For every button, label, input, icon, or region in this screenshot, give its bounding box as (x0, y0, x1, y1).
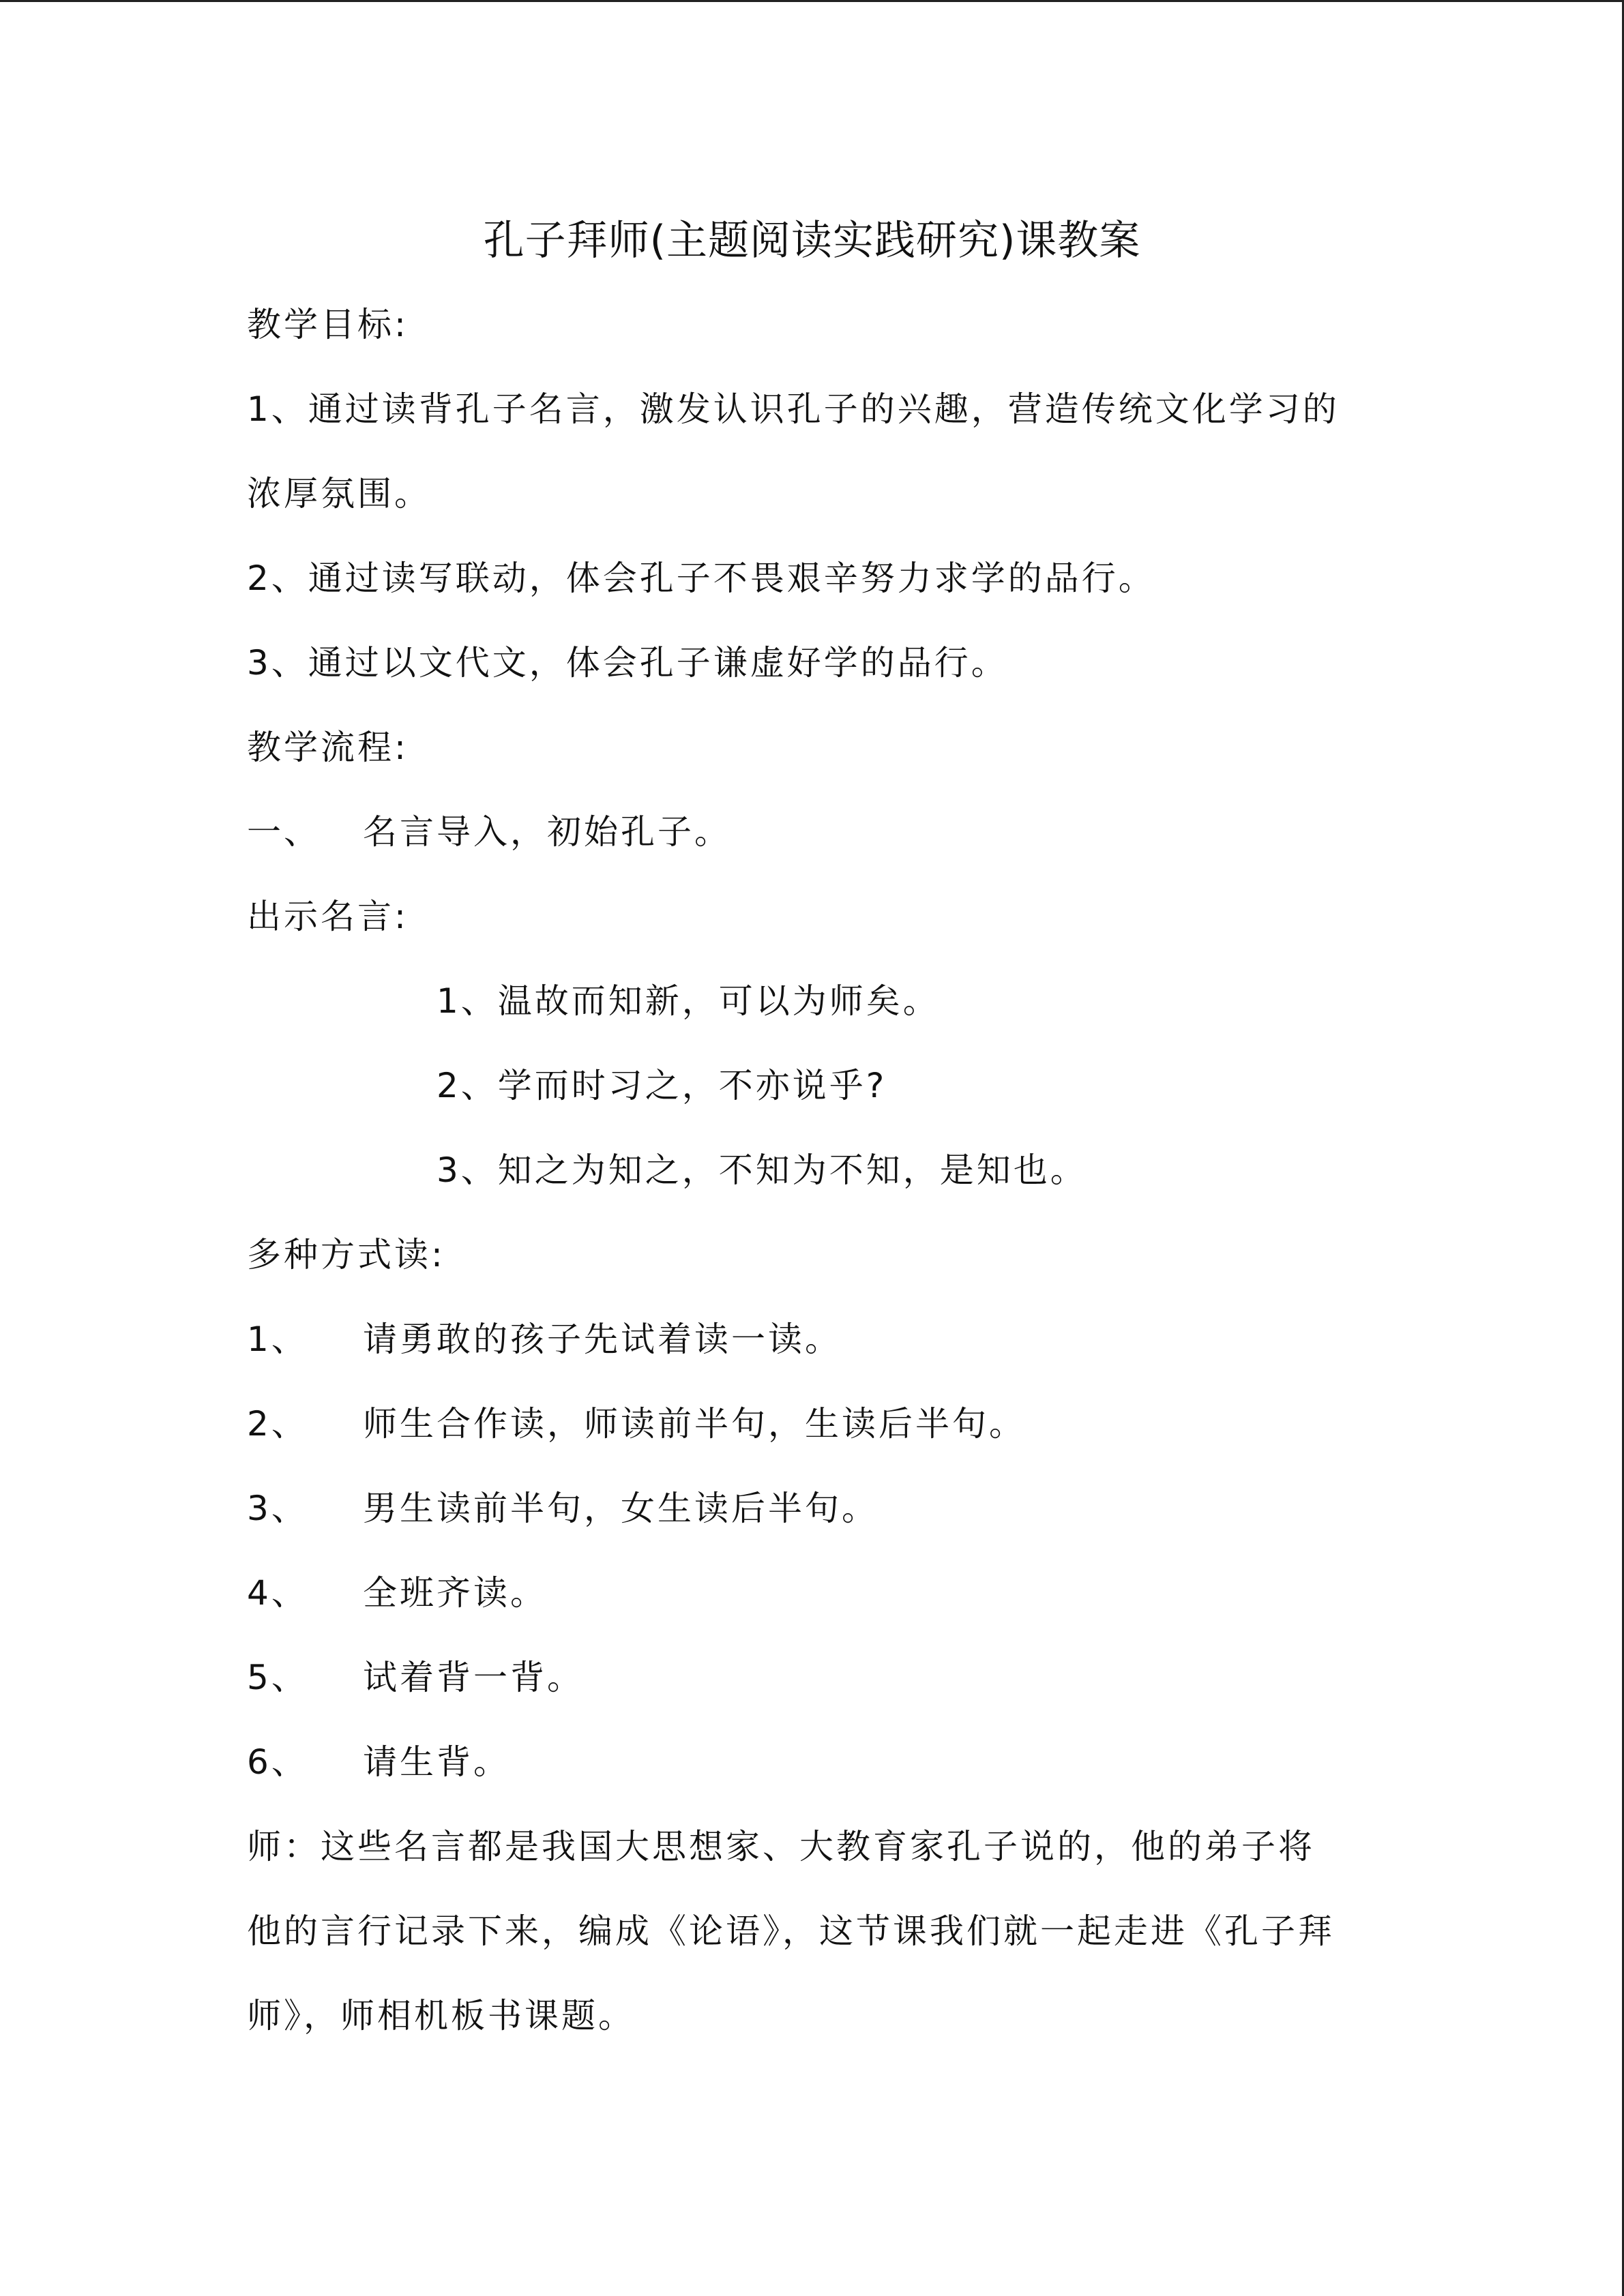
step-one (247, 811, 731, 852)
objective-line-1-continued: 浓厚氛围。 (247, 474, 431, 513)
reading-method-1 (247, 1319, 842, 1360)
step-one-number: 一、 (247, 812, 321, 852)
reading-method-3 (247, 1488, 879, 1529)
reading-heading: 多种方式读: (247, 1235, 445, 1274)
reading-method-6 (247, 1742, 510, 1783)
reading-method-text: 试着背一背。 (363, 1658, 584, 1697)
step-one-text: 名言导入，初始孔子。 (363, 812, 731, 852)
teacher-paragraph-line-1: 师：这些名言都是我国大思想家、大教育家孔子说的，他的弟子将 (247, 1827, 1315, 1866)
reading-method-4 (247, 1572, 547, 1613)
teacher-paragraph-line-3: 师》，师相机板书课题。 (247, 1996, 635, 2036)
reading-method-text: 师生合作读，师读前半句，生读后半句。 (363, 1404, 1026, 1444)
reading-method-5 (247, 1657, 584, 1698)
quote-2: 2、学而时习之，不亦说乎? (437, 1066, 887, 1105)
quotes-heading: 出示名言: (247, 897, 409, 936)
process-heading: 教学流程: (247, 728, 409, 767)
reading-method-text: 请勇敢的孩子先试着读一读。 (363, 1320, 842, 1359)
reading-method-text: 全班齐读。 (363, 1573, 547, 1613)
quote-1: 1、温故而知新，可以为师矣。 (437, 981, 940, 1021)
reading-method-number: 4、 (247, 1573, 308, 1613)
document-title: 孔子拜师(主题阅读实践研究)课教案 (483, 217, 1141, 265)
reading-method-number: 3、 (247, 1489, 308, 1528)
reading-method-text: 男生读前半句，女生读后半句。 (363, 1489, 879, 1528)
reading-method-number: 1、 (247, 1320, 308, 1359)
teacher-paragraph-line-2: 他的言行记录下来，编成《论语》，这节课我们就一起走进《孔子拜 (247, 1911, 1335, 1951)
objective-line-3: 3、通过以文代文，体会孔子谦虚好学的品行。 (247, 643, 1008, 683)
objective-line-2: 2、通过读写联动，体会孔子不畏艰辛努力求学的品行。 (247, 558, 1155, 598)
reading-method-number: 6、 (247, 1742, 308, 1782)
reading-method-number: 5、 (247, 1658, 308, 1697)
reading-method-2 (247, 1403, 1026, 1444)
objective-line-1: 1、通过读背孔子名言，激发认识孔子的兴趣，营造传统文化学习的 (247, 389, 1340, 429)
reading-method-text: 请生背。 (363, 1742, 510, 1782)
quote-3: 3、知之为知之，不知为不知，是知也。 (437, 1150, 1087, 1190)
objectives-heading: 教学目标: (247, 305, 409, 344)
reading-method-number: 2、 (247, 1404, 308, 1444)
